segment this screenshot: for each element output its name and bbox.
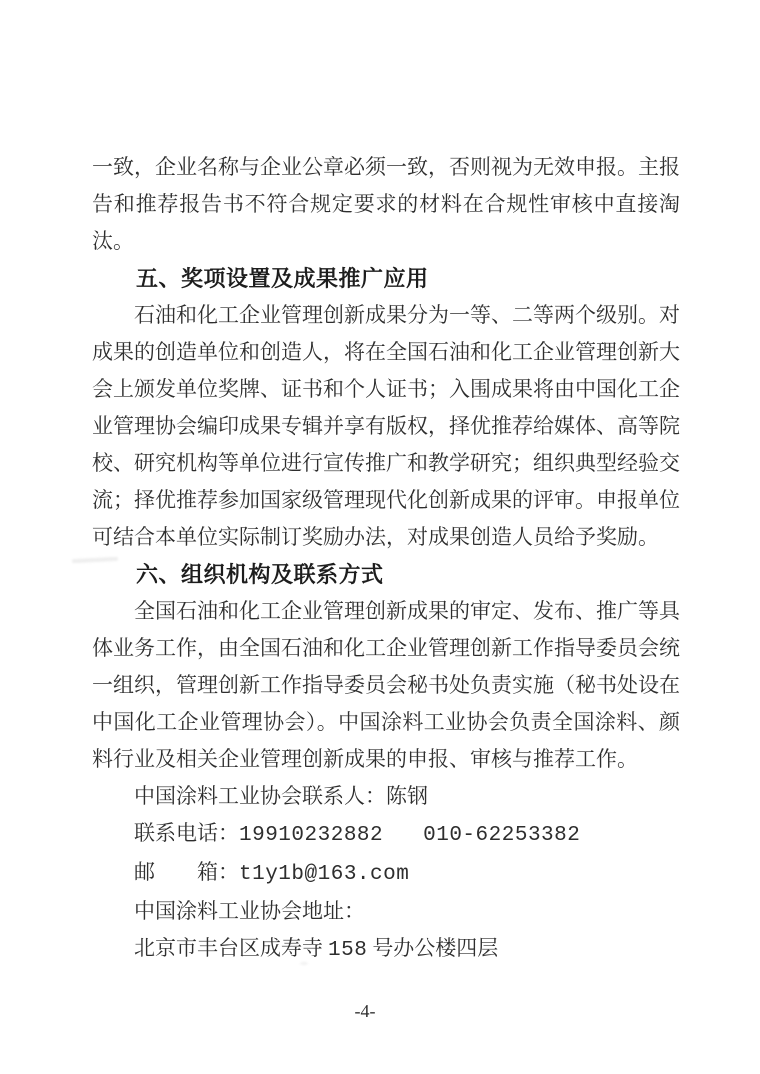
contact-person-line [92,778,680,815]
contact-phone-label: 联系电话： [134,821,239,845]
address-district-text: 北京市丰台区成寿寺 [134,936,323,960]
contact-address-label-line [92,893,680,930]
contact-email-label: 邮 箱： [134,860,239,884]
address-street-number: 158 [328,939,368,962]
paragraph-continuation: 一致，企业名称与企业公章必须一致，否则视为无效申报。主报告和推荐报告书不符合规定要求的材料在合规性审核中直接淘汰。 [92,155,680,253]
contact-email-address: t1y1b@163.com [239,863,410,886]
contact-phone-line [92,815,680,854]
contact-address-label: 中国涂料工业协会地址： [134,899,365,923]
section5-heading: 五、奖项设置及成果推广应用 [136,266,429,291]
page-number: -4- [354,1001,376,1021]
contact-person-label: 中国涂料工业协会联系人： [134,784,386,808]
contact-address-line [92,930,680,969]
section6-heading: 六、组织机构及联系方式 [136,562,384,587]
contact-phone-landline: 010-62253382 [423,824,581,847]
section5-body: 石油和化工企业管理创新成果分为一等、二等两个级别。对成果的创造单位和创造人，将在全国石油和化工企业管理创新大会上颁发单位奖牌、证书和个人证书；入围成果将由中国化工企业管理协会编印成果专辑并享有版权，择优推荐给媒体、高等院校、研究机构等单位进行宣传推广和教学研究；组织典型经验交流；择优推荐参加国家级管理现代化创新成果的评审。申报单位可结合本单位实际制订奖励办法，对成果创造人员给予奖励。 [92,303,680,549]
document-body [92,149,680,969]
section6-body: 全国石油和化工企业管理创新成果的审定、发布、推广等具体业务工作，由全国石油和化工企业管理创新工作指导委员会统一组织，管理创新工作指导委员会秘书处负责实施（秘书处设在中国化工企业管理协会）。中国涂料工业协会负责全国涂料、颜料行业及相关企业管理创新成果的申报、审核与推荐工作。 [92,599,680,771]
address-building-text: 号办公楼四层 [372,936,499,960]
contact-phone-mobile: 19910232882 [239,824,384,847]
contact-email-line [92,854,680,893]
contact-person-name: 陈钢 [386,784,428,808]
